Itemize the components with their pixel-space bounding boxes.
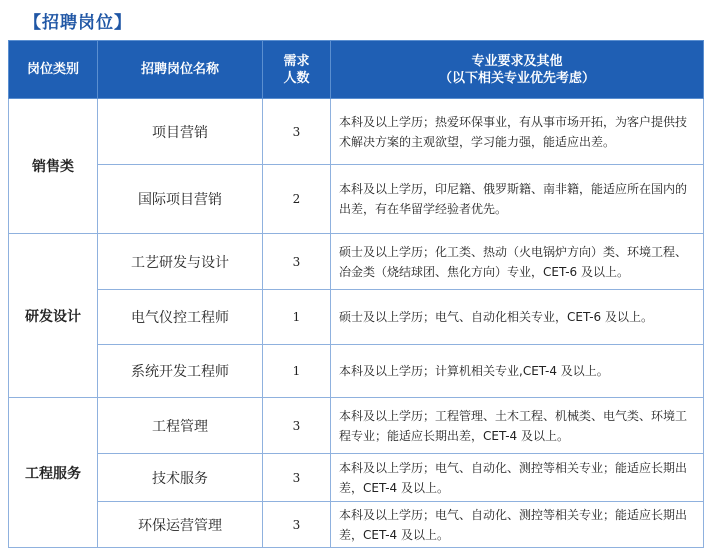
- header-requirements: [331, 41, 704, 99]
- header-count-line1: 需求: [283, 53, 310, 69]
- table-row: [9, 165, 704, 234]
- position-count: 3: [263, 502, 331, 548]
- header-category: 岗位类别: [9, 41, 98, 99]
- header-requirements-line2: （以下相关专业优先考虑）: [438, 70, 595, 86]
- position-count: 1: [263, 290, 331, 345]
- position-name: 环保运营管理: [98, 502, 263, 548]
- position-requirements: 本科及以上学历；工程管理、土木工程、机械类、电气类、环境工程专业；能适应长期出差，CET-4 及以上。: [331, 398, 704, 454]
- position-count: 2: [263, 165, 331, 234]
- position-count: 3: [263, 234, 331, 290]
- position-count: 3: [263, 454, 331, 502]
- position-count: 3: [263, 398, 331, 454]
- position-name: 国际项目营销: [98, 165, 263, 234]
- position-name: 工程管理: [98, 398, 263, 454]
- position-count: 1: [263, 345, 331, 398]
- category-cell: 销售类: [9, 99, 98, 234]
- header-requirements-line1: 专业要求及其他: [471, 53, 563, 69]
- recruitment-table: [8, 40, 704, 548]
- category-cell: 研发设计: [9, 234, 98, 398]
- position-requirements: 本科及以上学历；电气、自动化、测控等相关专业；能适应长期出差，CET-4 及以上。: [331, 502, 704, 548]
- table-row: [9, 99, 704, 165]
- header-position: 招聘岗位名称: [98, 41, 263, 99]
- table-row: [9, 345, 704, 398]
- position-requirements: 硕士及以上学历；电气、自动化相关专业，CET-6 及以上。: [331, 290, 704, 345]
- header-count: [263, 41, 331, 99]
- table-row: [9, 454, 704, 502]
- position-name: 工艺研发与设计: [98, 234, 263, 290]
- table-row: [9, 234, 704, 290]
- position-requirements: 本科及以上学历；计算机相关专业,CET-4 及以上。: [331, 345, 704, 398]
- header-count-line2: 人数: [283, 70, 310, 86]
- position-name: 技术服务: [98, 454, 263, 502]
- position-name: 项目营销: [98, 99, 263, 165]
- position-name: 系统开发工程师: [98, 345, 263, 398]
- position-requirements: 本科及以上学历；电气、自动化、测控等相关专业；能适应长期出差，CET-4 及以上。: [331, 454, 704, 502]
- category-cell: 工程服务: [9, 398, 98, 548]
- position-count: 3: [263, 99, 331, 165]
- table-row: [9, 398, 704, 454]
- page-title: 【招聘岗位】: [24, 13, 132, 33]
- table-row: [9, 290, 704, 345]
- position-name: 电气仪控工程师: [98, 290, 263, 345]
- table-header-row: [9, 41, 704, 99]
- position-requirements: 本科及以上学历；热爱环保事业，有从事市场开拓，为客户提供技术解决方案的主观欲望，学习能力强，能适应出差。: [331, 99, 704, 165]
- position-requirements: 本科及以上学历，印尼籍、俄罗斯籍、南非籍，能适应所在国内的出差，有在华留学经验者优先。: [331, 165, 704, 234]
- table-row: [9, 502, 704, 548]
- position-requirements: 硕士及以上学历；化工类、热动（火电锅炉方向）类、环境工程、冶金类（烧结球团、焦化方向）专业，CET-6 及以上。: [331, 234, 704, 290]
